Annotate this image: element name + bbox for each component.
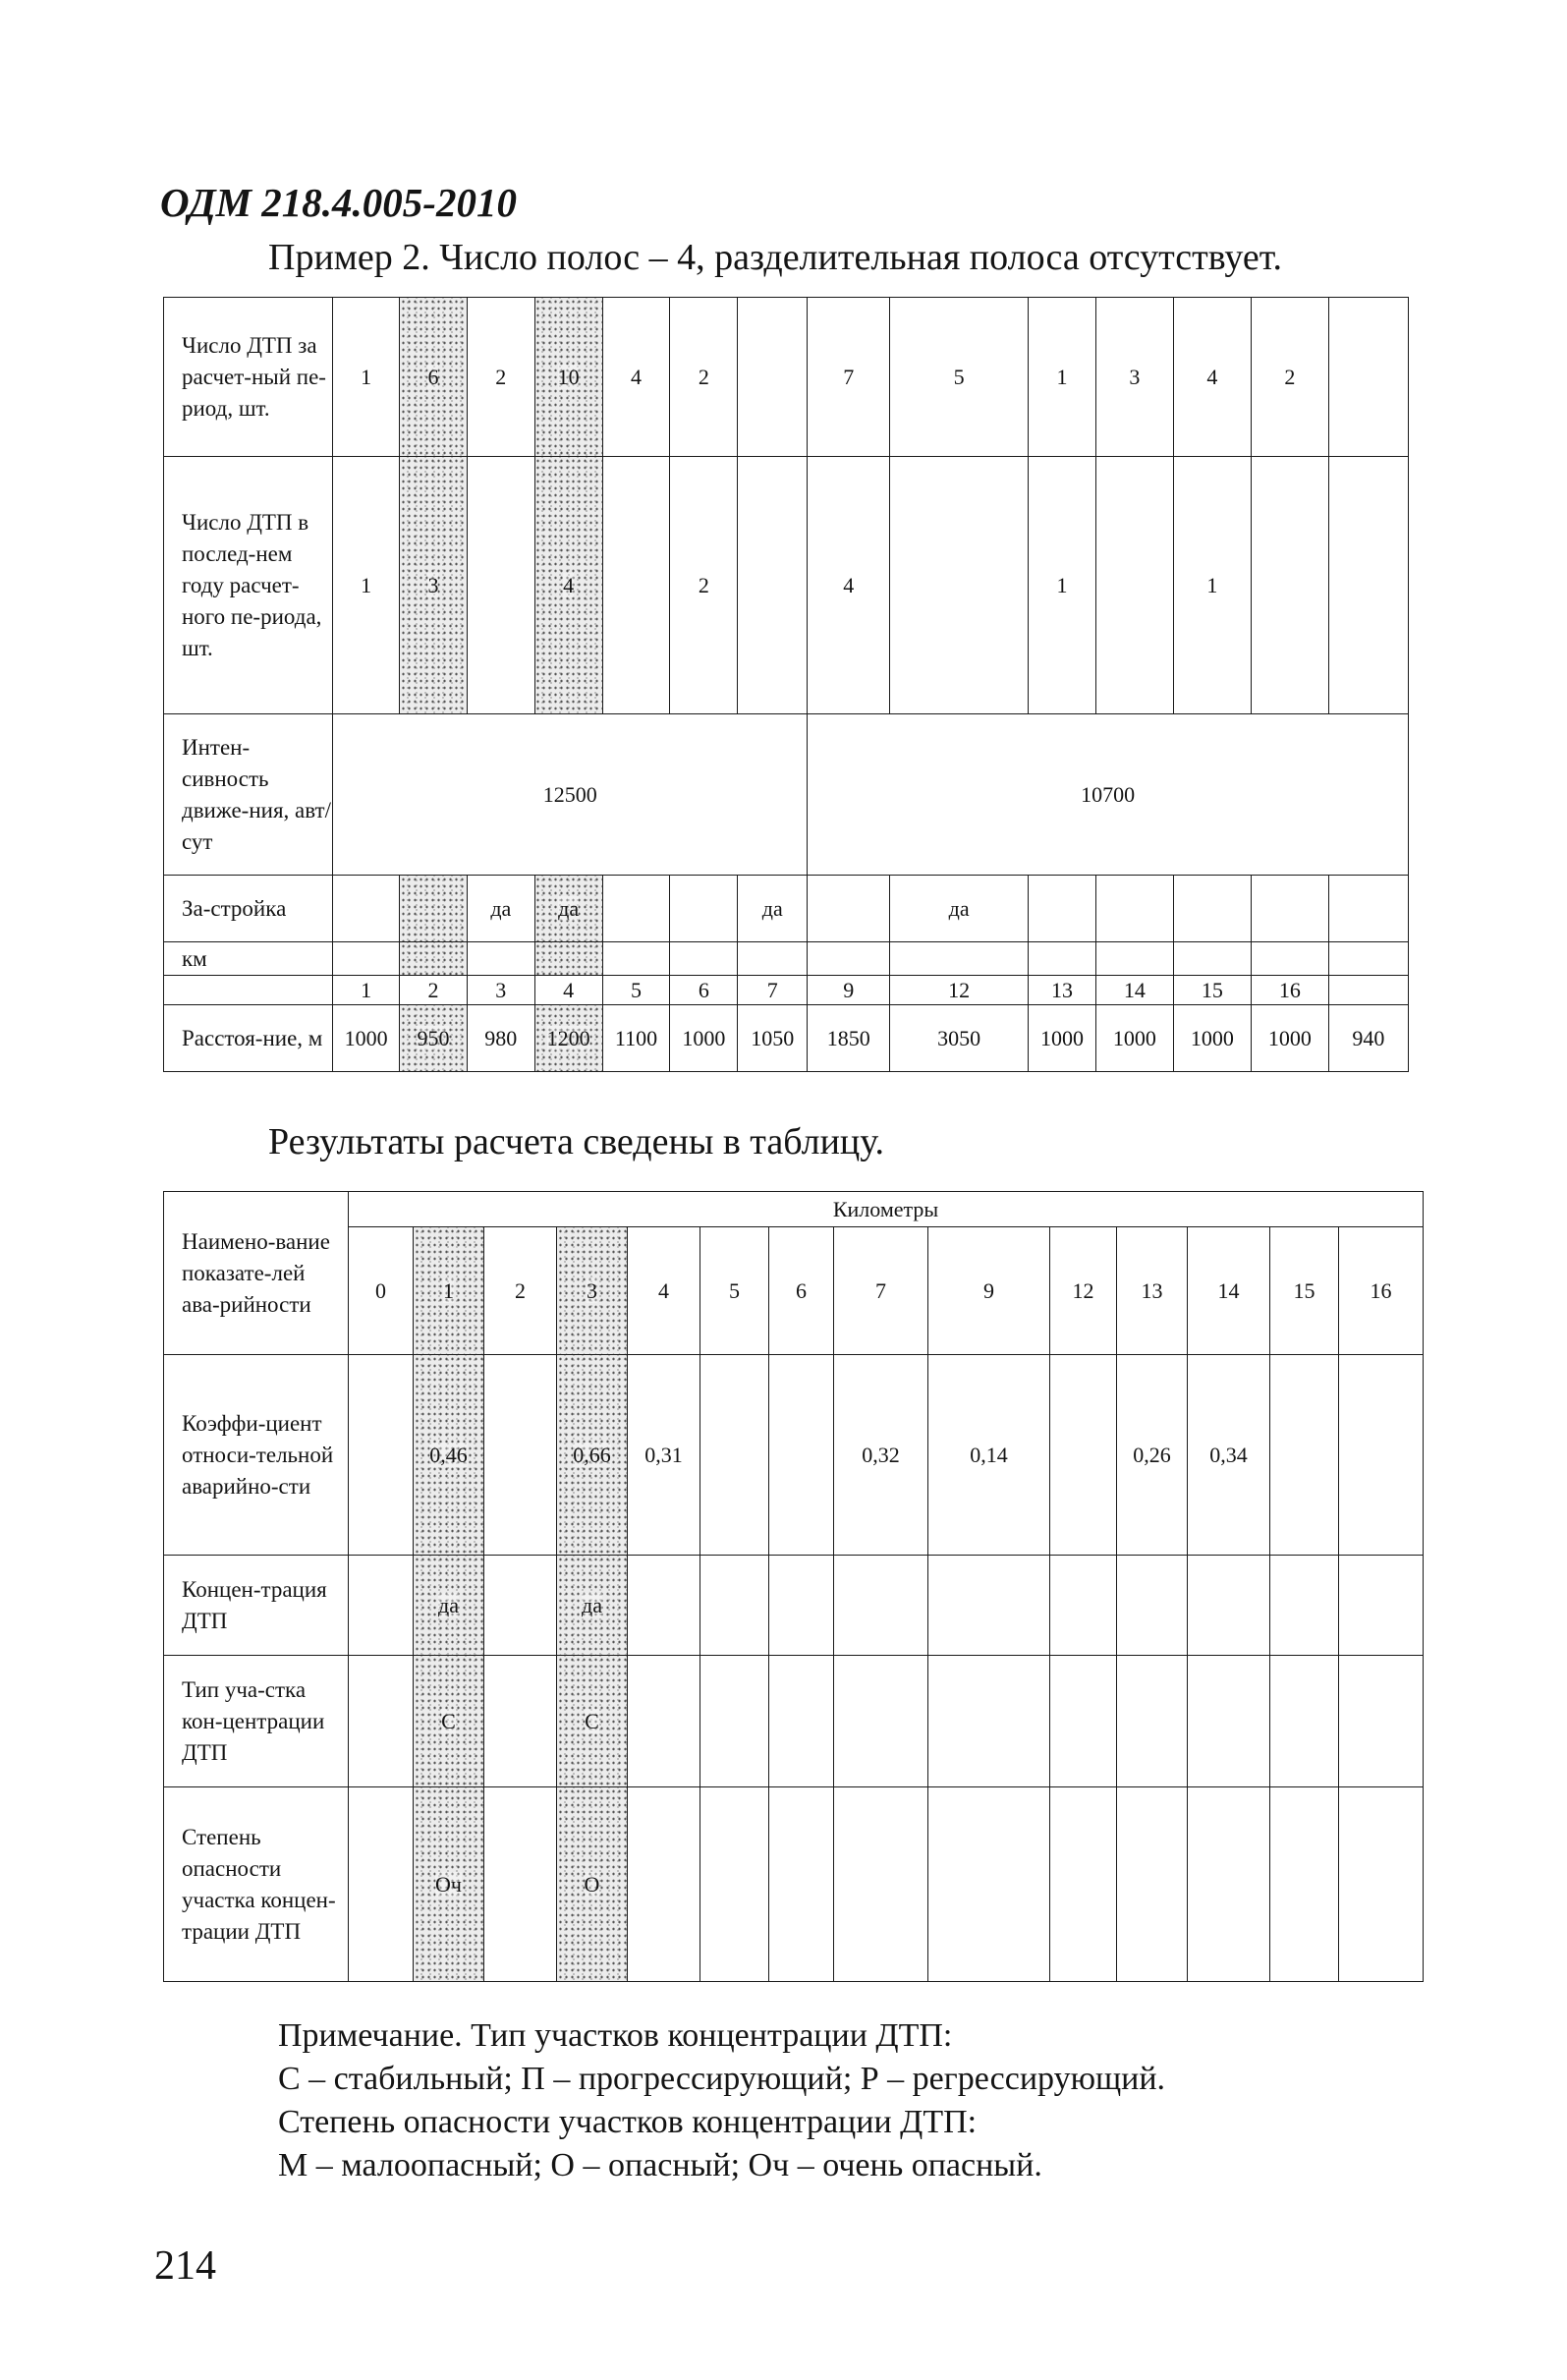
cell: [1188, 1556, 1270, 1656]
row-label: Концен-трация ДТП: [164, 1556, 349, 1656]
cell: [557, 1227, 628, 1355]
cell-value: 3: [427, 572, 439, 597]
cell: 6: [769, 1227, 834, 1355]
row-conc: [164, 1556, 1424, 1656]
cell: [400, 876, 468, 942]
row-label: Тип уча-стка кон-центрации ДТП: [164, 1656, 349, 1787]
intensity-value-b: 10700: [808, 714, 1409, 876]
cell-value: 950: [417, 1025, 450, 1050]
cell-value: О: [584, 1871, 600, 1897]
row-dtp-last: [164, 457, 1409, 714]
cell: [534, 942, 602, 976]
cell: [534, 1005, 602, 1072]
cell: 14: [1188, 1227, 1270, 1355]
row-km-numbers: [164, 1227, 1424, 1355]
km-value: 12: [890, 976, 1029, 1005]
row-label: км: [164, 942, 333, 976]
cell: [1095, 876, 1173, 942]
cell: [557, 1656, 628, 1787]
cell: да: [738, 876, 808, 942]
cell: [1050, 1556, 1117, 1656]
cell: 7: [834, 1227, 928, 1355]
cell: [928, 1656, 1050, 1787]
cell: 4: [602, 298, 670, 457]
cell: [1050, 1656, 1117, 1787]
example-title: Пример 2. Число полос – 4, разделительная полоса отсутствует.: [268, 237, 1282, 278]
km-value: 13: [1029, 976, 1096, 1005]
cell: [400, 1005, 468, 1072]
note-line: Примечание. Тип участков концентрации ДТП:: [278, 2017, 953, 2054]
cell: [400, 457, 468, 714]
cell: 1: [1029, 457, 1096, 714]
cell: 2: [1251, 298, 1328, 457]
cell: [1173, 876, 1251, 942]
intensity-value-a: 12500: [333, 714, 808, 876]
document-code: ОДМ 218.4.005-2010: [160, 180, 517, 225]
notes: [278, 2014, 1165, 2187]
results-title: Результаты расчета сведены в таблицу.: [268, 1121, 884, 1162]
cell: [484, 1355, 557, 1556]
cell: [738, 457, 808, 714]
cell: [1188, 1787, 1270, 1982]
cell: 980: [467, 1005, 534, 1072]
cell-value: 6: [427, 364, 439, 389]
cell: [1328, 976, 1408, 1005]
cell: 1: [333, 457, 400, 714]
cell: [414, 1556, 484, 1656]
cell-value: да: [558, 895, 580, 921]
cell: [484, 1656, 557, 1787]
cell: [349, 1355, 414, 1556]
row-km-label: [164, 942, 1409, 976]
cell: [700, 1355, 769, 1556]
cell: [333, 942, 400, 976]
km-value: 6: [670, 976, 738, 1005]
row-danger: [164, 1787, 1424, 1982]
cell: [484, 1787, 557, 1982]
cell-value: 1200: [546, 1025, 590, 1050]
cell: [1029, 942, 1096, 976]
cell: [700, 1787, 769, 1982]
cell: [928, 1556, 1050, 1656]
cell: 7: [808, 298, 890, 457]
cell: 1: [333, 298, 400, 457]
cell-value: 3: [587, 1277, 597, 1303]
results-table: [163, 1191, 1424, 1982]
row-label: Наимено-вание показате-лей ава-рийности: [164, 1192, 349, 1355]
cell: [414, 1787, 484, 1982]
cell: [164, 976, 333, 1005]
note-line: Степень опасности участков концентрации ДТП:: [278, 2104, 978, 2140]
cell: [1117, 1787, 1188, 1982]
header-row: [164, 1192, 1424, 1227]
km-value: 14: [1095, 976, 1173, 1005]
cell-value: Оч: [435, 1871, 462, 1897]
cell: [769, 1656, 834, 1787]
cell: 5: [700, 1227, 769, 1355]
cell: 2: [670, 298, 738, 457]
cell-value: 10: [557, 364, 580, 389]
cell: [1117, 1656, 1188, 1787]
row-dtp-period: [164, 298, 1409, 457]
cell: [1270, 1656, 1339, 1787]
cell: [1328, 942, 1408, 976]
cell: [1117, 1556, 1188, 1656]
cell: [834, 1787, 928, 1982]
cell: [1339, 1355, 1424, 1556]
row-distance: [164, 1005, 1409, 1072]
cell: [557, 1355, 628, 1556]
cell: 2: [484, 1227, 557, 1355]
km-value: 4: [534, 976, 602, 1005]
km-value: 9: [808, 976, 890, 1005]
cell: [1270, 1556, 1339, 1656]
cell: [557, 1787, 628, 1982]
cell: [1095, 457, 1173, 714]
cell-value: да: [582, 1592, 602, 1617]
cell: 0,26: [1117, 1355, 1188, 1556]
cell: [1328, 457, 1408, 714]
cell: [738, 942, 808, 976]
cell: 2: [467, 298, 534, 457]
cell: [1328, 298, 1408, 457]
cell: [1188, 1656, 1270, 1787]
cell: 0: [349, 1227, 414, 1355]
cell: [834, 1556, 928, 1656]
note-line: М – малоопасный; О – опасный; Оч – очень опасный.: [278, 2147, 1042, 2183]
row-intensity: [164, 714, 1409, 876]
cell: 1100: [602, 1005, 670, 1072]
note-line: С – стабильный; П – прогрессирующий; Р – регрессирующий.: [278, 2061, 1166, 2097]
cell-value: 0,66: [573, 1442, 611, 1467]
input-data-table: [163, 297, 1409, 1072]
row-type: [164, 1656, 1424, 1787]
cell: [1270, 1355, 1339, 1556]
km-value: 16: [1251, 976, 1328, 1005]
cell-value: да: [438, 1592, 459, 1617]
cell: 1000: [1029, 1005, 1096, 1072]
cell: да: [467, 876, 534, 942]
cell: [628, 1656, 700, 1787]
row-building: [164, 876, 1409, 942]
cell: [414, 1227, 484, 1355]
cell: [557, 1556, 628, 1656]
cell: [769, 1355, 834, 1556]
cell: 15: [1270, 1227, 1339, 1355]
cell: [1173, 942, 1251, 976]
cell: 13: [1117, 1227, 1188, 1355]
cell: [602, 457, 670, 714]
cell: [349, 1787, 414, 1982]
cell: [1251, 457, 1328, 714]
row-coef: [164, 1355, 1424, 1556]
cell: [700, 1656, 769, 1787]
cell: 4: [628, 1227, 700, 1355]
cell: 0,14: [928, 1355, 1050, 1556]
cell: [400, 298, 468, 457]
cell: [1050, 1787, 1117, 1982]
cell: [333, 876, 400, 942]
cell-value: С: [441, 1708, 456, 1733]
cell: [467, 942, 534, 976]
cell-value: С: [585, 1708, 599, 1733]
kilometers-header: Километры: [349, 1192, 1424, 1227]
cell: 1000: [1251, 1005, 1328, 1072]
cell: [628, 1787, 700, 1982]
cell: [1050, 1355, 1117, 1556]
cell: [484, 1556, 557, 1656]
cell: да: [890, 876, 1029, 942]
cell: [602, 942, 670, 976]
row-label: Число ДТП в послед-нем году расчет-ного пе-риода, шт.: [164, 457, 333, 714]
cell: 9: [928, 1227, 1050, 1355]
page-number: 214: [154, 2243, 216, 2289]
cell: 1: [1173, 457, 1251, 714]
cell: [534, 457, 602, 714]
cell: [628, 1556, 700, 1656]
cell: [890, 942, 1029, 976]
cell: [400, 942, 468, 976]
cell: [1339, 1787, 1424, 1982]
cell: 1050: [738, 1005, 808, 1072]
cell: [1251, 876, 1328, 942]
cell: [1339, 1556, 1424, 1656]
cell: [890, 457, 1029, 714]
cell: 1000: [1173, 1005, 1251, 1072]
cell: [349, 1656, 414, 1787]
cell: [534, 876, 602, 942]
km-value: 7: [738, 976, 808, 1005]
cell: [808, 876, 890, 942]
cell-value: 0,46: [429, 1442, 468, 1467]
km-value: 1: [333, 976, 400, 1005]
cell: [1339, 1656, 1424, 1787]
cell: [769, 1556, 834, 1656]
cell: [467, 457, 534, 714]
cell: 0,32: [834, 1355, 928, 1556]
cell: [1270, 1787, 1339, 1982]
cell: 1000: [1095, 1005, 1173, 1072]
cell: [700, 1556, 769, 1656]
km-value: 15: [1173, 976, 1251, 1005]
cell: [349, 1556, 414, 1656]
cell: 3: [1095, 298, 1173, 457]
cell: [834, 1656, 928, 1787]
cell-value: 4: [563, 572, 575, 597]
cell: [808, 942, 890, 976]
cell: [1029, 876, 1096, 942]
cell: [670, 942, 738, 976]
cell: [738, 298, 808, 457]
cell: 940: [1328, 1005, 1408, 1072]
cell: 5: [890, 298, 1029, 457]
cell: 0,34: [1188, 1355, 1270, 1556]
cell: 12: [1050, 1227, 1117, 1355]
row-label: Коэффи-циент относи-тельной аварийно-сти: [164, 1355, 349, 1556]
row-label: Расстоя-ние, м: [164, 1005, 333, 1072]
cell: [414, 1656, 484, 1787]
cell: [1251, 942, 1328, 976]
row-label: Число ДТП за расчет-ный пе-риод, шт.: [164, 298, 333, 457]
cell: 1000: [333, 1005, 400, 1072]
row-label: За-стройка: [164, 876, 333, 942]
cell: [1328, 876, 1408, 942]
cell: [928, 1787, 1050, 1982]
cell: [534, 298, 602, 457]
cell: 4: [1173, 298, 1251, 457]
cell: [670, 876, 738, 942]
cell: 1000: [670, 1005, 738, 1072]
cell: [1095, 942, 1173, 976]
cell: [602, 876, 670, 942]
km-value: 3: [467, 976, 534, 1005]
cell: 4: [808, 457, 890, 714]
row-label: Интен-сивность движе-ния, авт/сут: [164, 714, 333, 876]
cell: [769, 1787, 834, 1982]
cell: 3050: [890, 1005, 1029, 1072]
km-value: 5: [602, 976, 670, 1005]
cell: [414, 1355, 484, 1556]
row-label: Степень опасности участка концен-трации ДТП: [164, 1787, 349, 1982]
cell: 1: [1029, 298, 1096, 457]
km-value: 2: [400, 976, 468, 1005]
cell: 2: [670, 457, 738, 714]
cell: 16: [1339, 1227, 1424, 1355]
row-km-numbers: [164, 976, 1409, 1005]
cell: 1850: [808, 1005, 890, 1072]
cell-value: 1: [443, 1277, 454, 1303]
cell: 0,31: [628, 1355, 700, 1556]
